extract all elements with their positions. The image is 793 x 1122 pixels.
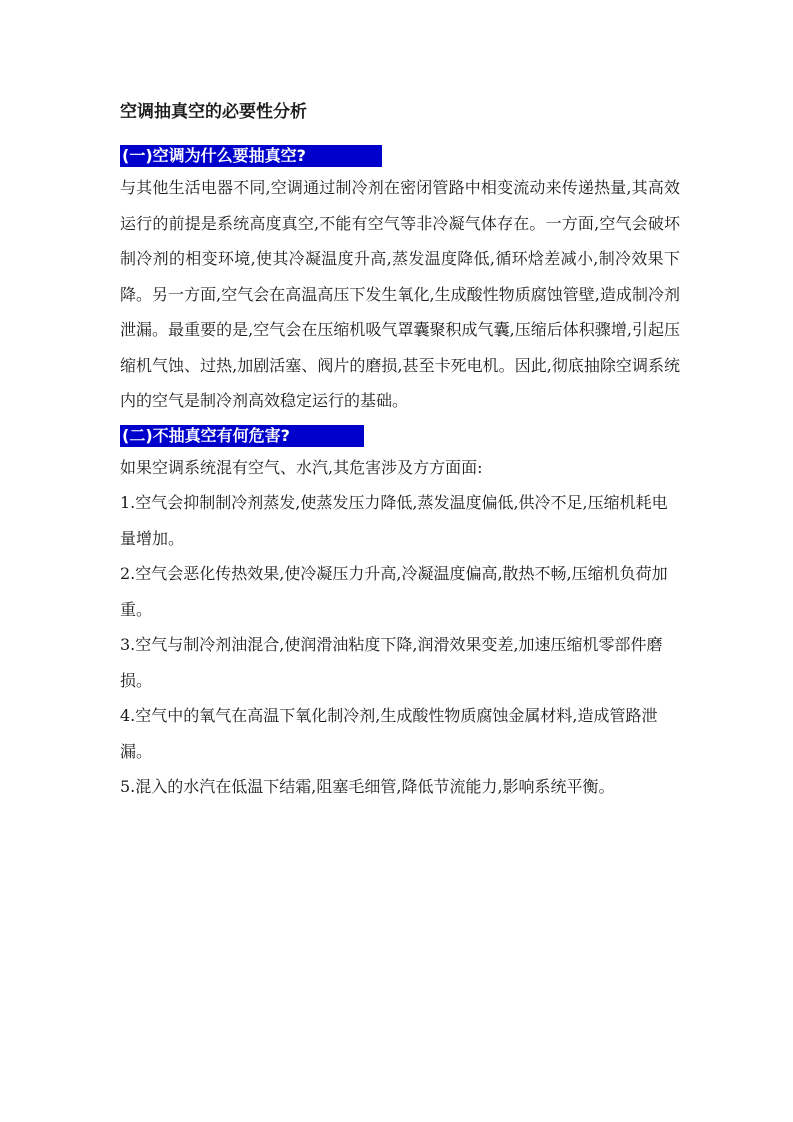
list-item: 5.混入的水汽在低温下结霜,阻塞毛细管,降低节流能力,影响系统平衡。 <box>120 777 615 796</box>
document-page <box>120 100 680 805</box>
section-1-paragraph: 与其他生活电器不同,空调通过制冷剂在密闭管路中相变流动来传递热量,其高效运行的前提是系统高度真空,不能有空气等非冷凝气体存在。一方面,空气会破坏制冷剂的相变环境,使其冷凝温度升高,蒸发温度降低,循环焓差减小,制冷效果下降。另一方面,空气会在高温高压下发生氧化,生成酸性物质腐蚀管壁,造成制冷剂泄漏。最重要的是,空气会在压缩机吸气罩囊聚积成气囊,压缩后体积骤增,引起压缩机气蚀、过热,加剧活塞、阀片的磨损,甚至卡死电机。因此,彻底抽除空调系统内的空气是制冷剂高效稳定运行的基础。 <box>120 178 680 410</box>
section-heading-why-vacuum: (一)空调为什么要抽真空? <box>120 145 382 167</box>
list-item: 3.空气与制冷剂油混合,使润滑油粘度下降,润滑效果变差,加速压缩机零部件磨损。 <box>120 635 663 690</box>
harm-list <box>120 485 680 805</box>
section-2-intro: 如果空调系统混有空气、水汽,其危害涉及方方面面: <box>120 457 483 477</box>
section-heading-harms: (二)不抽真空有何危害? <box>120 425 364 447</box>
list-item: 2.空气会恶化传热效果,使冷凝压力升高,冷凝温度偏高,散热不畅,压缩机负荷加重。 <box>120 564 668 619</box>
page-title: 空调抽真空的必要性分析 <box>120 102 307 122</box>
list-item: 4.空气中的氧气在高温下氧化制冷剂,生成酸性物质腐蚀金属材料,造成管路泄漏。 <box>120 706 658 761</box>
list-item: 1.空气会抑制制冷剂蒸发,使蒸发压力降低,蒸发温度偏低,供冷不足,压缩机耗电量增加。 <box>120 493 668 548</box>
